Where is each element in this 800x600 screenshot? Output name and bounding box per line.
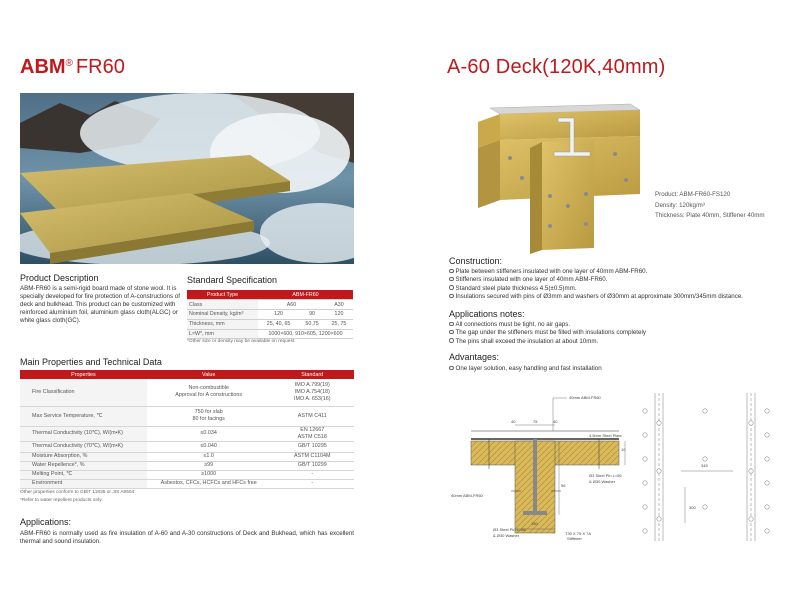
prop-standard: GB/T 10295 (270, 441, 354, 452)
list-item (449, 285, 789, 293)
prop-standard: ASTM C1104M (270, 452, 354, 461)
dim-40a: 40 (511, 419, 516, 424)
dim-56: 56 (561, 483, 566, 488)
dim-300: 300 (689, 505, 696, 510)
dim-150: 150 (531, 521, 538, 526)
applications-title: Applications: (20, 517, 72, 527)
prop-value: ≤0.040 (147, 441, 271, 452)
bullet-icon (449, 277, 454, 282)
table-row (187, 329, 353, 339)
product-code: Product: ABM-FR60-FS120 (655, 191, 731, 198)
table-row (20, 426, 354, 441)
bullet-icon (449, 366, 454, 371)
bullet-icon (449, 294, 454, 299)
std-line: ASTM C518 (297, 433, 327, 440)
dim-10: 10 (621, 447, 626, 452)
table-row (20, 470, 354, 479)
prop-standard: - (270, 479, 354, 488)
notes-list (449, 321, 789, 346)
header-standard: Standard (270, 370, 354, 379)
product-title (20, 56, 125, 79)
prop-label: Water Repellence*, % (20, 461, 147, 470)
prop-label: Thermal Conductivity (70℃), W/(m•K) (20, 441, 147, 452)
prop-label: Fire Classification (20, 379, 147, 406)
spec-header-row (187, 290, 353, 300)
prop-value: Asbestos, CFCs, HCFCs and HFCs free (147, 479, 271, 488)
spec-label: L×W*, mm (187, 329, 258, 339)
product-info (655, 190, 765, 222)
value-line: Approval for A constructions (175, 392, 243, 399)
label-stiffener: T30 X 75 X 7A (565, 531, 592, 536)
table-row (187, 310, 353, 320)
bullet-icon (449, 269, 454, 274)
prop-value (147, 406, 271, 426)
advantages-list (449, 365, 789, 373)
label-washer: & Ø30 Washer (589, 479, 616, 484)
prop-standard (270, 379, 354, 406)
advantages-title: Advantages: (449, 352, 500, 362)
bullet-icon (449, 330, 454, 335)
prop-value: ≤1.0 (147, 452, 271, 461)
list-item-text: Standard steel plate thickness 4.5(±0.5)mm. (455, 284, 577, 292)
spec-cell: A60 (258, 300, 325, 310)
section-view (451, 395, 626, 541)
dim-40b: 40 (553, 419, 558, 424)
spec-header-model: ABM-FR60 (258, 290, 353, 300)
std-line: EN 12667 (300, 426, 325, 433)
spec-cell: 120 (258, 310, 299, 320)
label-pin-2: Ø3 Steel Pin L=56 (493, 527, 526, 532)
prop-label: Melting Point, ℃ (20, 470, 147, 479)
main-header-row (20, 370, 354, 379)
main-notes (20, 489, 136, 505)
list-item (449, 365, 789, 373)
prop-label: Moisture Absorption, % (20, 452, 147, 461)
prop-value: ≥99 (147, 461, 271, 470)
std-line: IMO A. 653(16) (293, 395, 331, 402)
deck-illustration (470, 96, 650, 254)
label-stiffener-2: Stiffener (567, 536, 582, 541)
list-item-text: One layer solution, easy handling and fast installation (455, 365, 602, 372)
spec-cell: 50,75 (299, 319, 325, 329)
table-row (20, 461, 354, 470)
prop-value (147, 379, 271, 406)
prop-label: Environment (20, 479, 147, 488)
table-row (20, 406, 354, 426)
prop-value: ≥1000 (147, 470, 271, 479)
list-item (449, 268, 789, 276)
description-text: ABM-FR60 is a semi-rigid board made of stone wool. It is specially developed for fire protection of A-constructions of deck and bulkhead. This product can be customized with reinforced aluminium foil, aluminium glass cloth(ALGC) or white glass cloth(GC). (20, 285, 180, 325)
construction-title: Construction: (449, 256, 503, 266)
deck-title: A-60 Deck(120K,40mm) (447, 56, 666, 78)
product-density: Density: 120kg/m³ (655, 201, 705, 209)
spec-cell: A30 (325, 300, 353, 310)
bullet-icon (449, 322, 454, 327)
label-pin: Ø3 Steel Pin L=56 (589, 473, 622, 478)
bullet-icon (449, 285, 454, 290)
technical-drawing (449, 391, 779, 551)
table-row (20, 441, 354, 452)
spec-cell: 1000×600, 910×605, 1200×600 (258, 329, 353, 339)
main-properties-title: Main Properties and Technical Data (20, 357, 162, 367)
prop-standard: GB/T 10299 (270, 461, 354, 470)
spec-cell: 25, 75 (325, 319, 353, 329)
prop-standard: - (270, 470, 354, 479)
label-left-insulation: 40mm ABM-FR60 (451, 493, 483, 498)
value-line: 750 for slab (194, 409, 223, 415)
list-item-text: Plate between stiffeners insulated with one layer of 40mm ABM-FR60. (455, 268, 648, 275)
dim-75: 75 (533, 419, 538, 424)
prop-label: Thermal Conductivity (10℃), W/(m•K) (20, 426, 147, 441)
spec-cell: 120 (325, 310, 353, 320)
std-line: IMO A.754(18) (294, 388, 330, 395)
applications-text: ABM-FR60 is normally used as fire insulation of A-60 and A-30 constructions of Deck and Bukhead, which has excellent thermal and sound insulation. (20, 530, 354, 546)
header-value: Value (147, 370, 271, 379)
product-thickness: Thickness: Plate 40mm, Stiffener 40mm (655, 212, 765, 219)
std-line: IMO A.799(19) (294, 381, 330, 388)
notes-title: Applications notes: (449, 309, 525, 319)
table-row (20, 479, 354, 488)
description-title: Product Description (20, 273, 99, 283)
spec-label: Class (187, 300, 258, 310)
prop-label: Max Service Temperature, ℃ (20, 406, 147, 426)
list-item (449, 276, 789, 284)
bullet-icon (449, 338, 454, 343)
spec-cell: 25, 40, 65 (258, 319, 299, 329)
product-photo (20, 93, 354, 264)
brand-name: ABM (20, 56, 66, 78)
list-item-text: The pins shall exceed the insulation at about 10mm. (455, 337, 599, 345)
table-row (20, 452, 354, 461)
label-washer-2: & Ø30 Washer (493, 533, 520, 538)
main-properties-table (20, 370, 354, 489)
value-line: 80 for facings (192, 416, 225, 422)
dim-345: 345 (701, 463, 708, 468)
spec-table (187, 290, 353, 339)
registered-mark: ® (65, 58, 73, 69)
construction-list (449, 268, 789, 302)
spec-cell: 90 (299, 310, 325, 320)
value-line: Non-combustible (188, 385, 229, 392)
table-row (187, 319, 353, 329)
main-note: *Refer to water repellent products only. (20, 498, 103, 503)
list-item (449, 321, 789, 329)
list-item-text: Insulations secured with pins of Ø3mm and washers of Ø30mm at approximate 300mm/345mm distance. (455, 293, 744, 301)
main-note: Other properties conform to GB/T 11835 or JIS A9504; (20, 490, 136, 495)
label-steel-plate: 4.5mm Steel Plate (589, 433, 622, 438)
spec-title: Standard Specification (187, 275, 278, 285)
label-top-insulation: 40mm ABM-FR60 (569, 395, 601, 400)
prop-value: ≤0.034 (147, 426, 271, 441)
spec-note: *Other size or density may be available on request. (187, 339, 296, 344)
list-item (449, 293, 789, 301)
header-properties: Properties (20, 370, 147, 379)
spec-header-type: Product Type (187, 290, 258, 300)
prop-standard (270, 426, 354, 441)
list-item (449, 329, 789, 337)
list-item-text: Stiffeners insulated with one layer of 40mm ABM-FR60. (455, 276, 608, 284)
model-name: FR60 (75, 56, 125, 78)
list-item-text: The gap under the stiffeners must be filled with insulations completely (455, 329, 646, 337)
list-item-text: All connections must be tight, no air gaps. (455, 321, 571, 328)
table-row (20, 379, 354, 406)
spec-label: Nominal Density, kg/m³ (187, 310, 258, 320)
list-item (449, 338, 789, 346)
table-row (187, 300, 353, 310)
spec-label: Thickness, mm (187, 319, 258, 329)
prop-standard: ASTM C411 (270, 406, 354, 426)
